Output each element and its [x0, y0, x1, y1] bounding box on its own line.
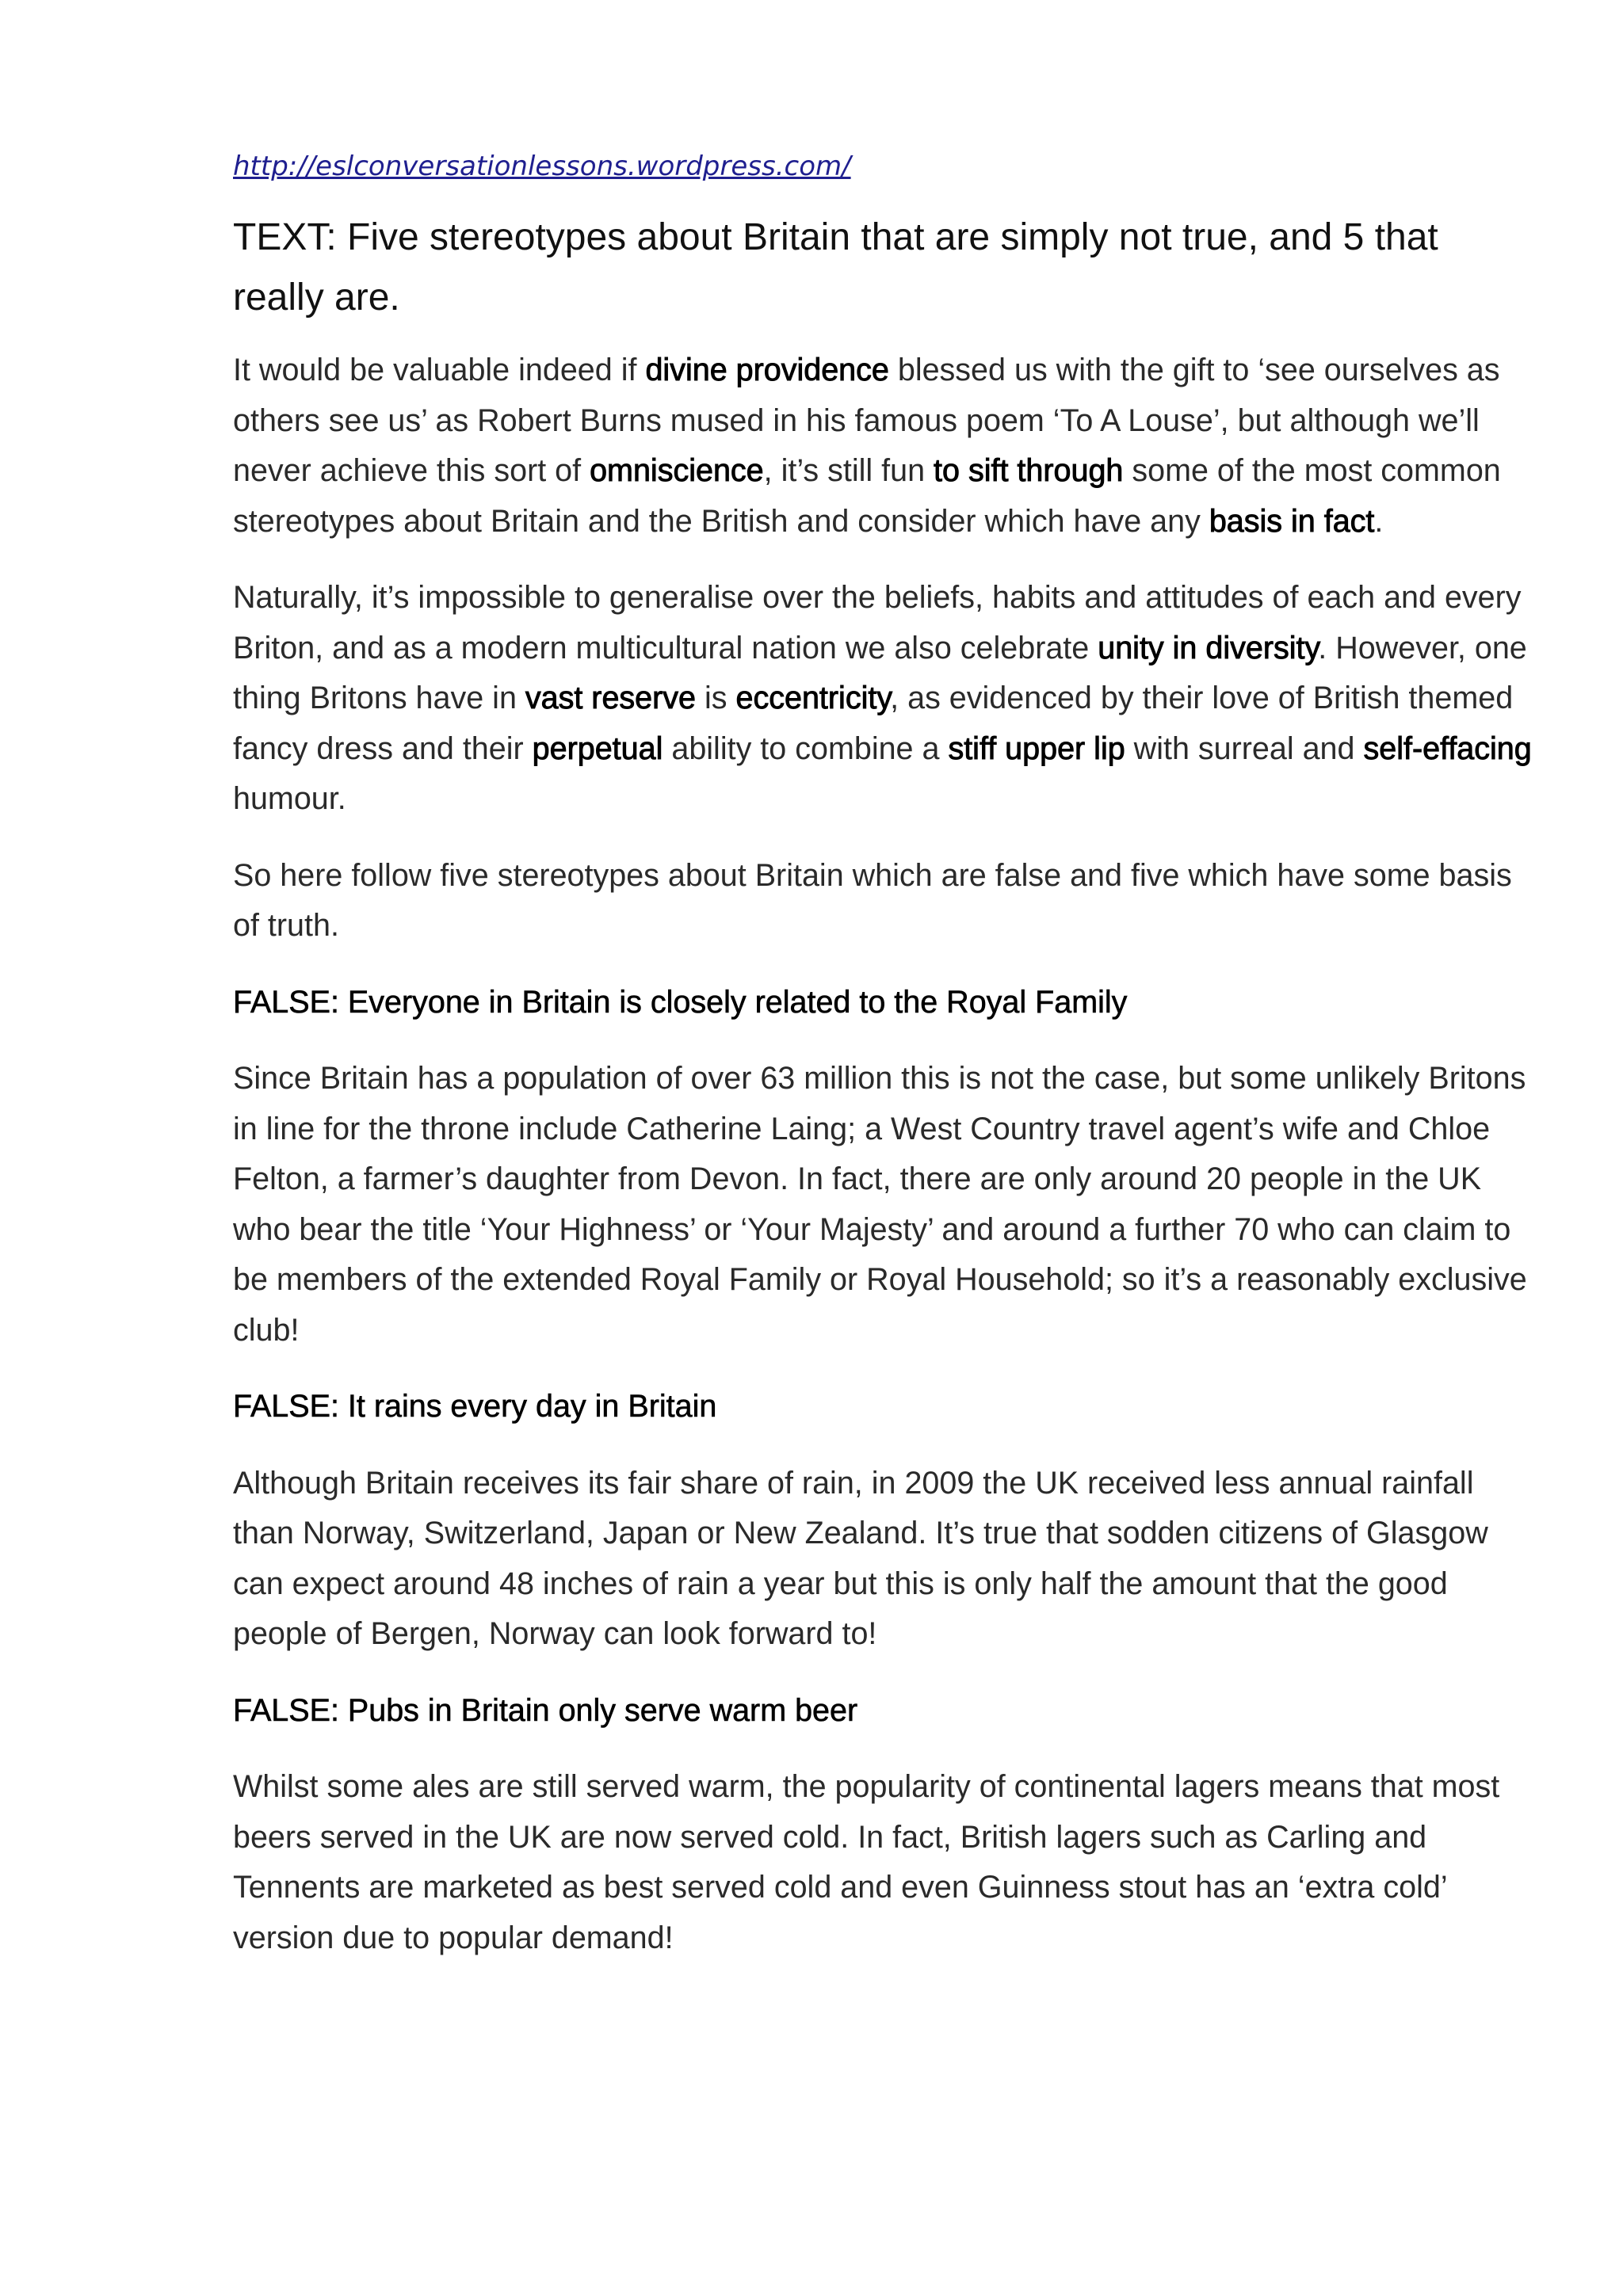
vocab-term: perpetual [532, 730, 663, 766]
text-run: Naturally, it’s impossible to generalise over the beliefs, habits and attitudes of each and every Briton, and as a modern multicultural nation we also celebrate [233, 580, 1522, 666]
vocab-term: omniscience [590, 453, 764, 488]
text-run: is [696, 681, 736, 715]
section-text-rain: Although Britain receives its fair share of rain, in 2009 the UK received less annual rainfall than Norway, Switzerland, Japan or New Zealand. It’s true that sodden citizens of Glasgow can expect around 48 inches of rain a year but this is only half the amount that the good people of Bergen, Norway can look forward to! [233, 1465, 1488, 1651]
vocab-term: to sift through [934, 453, 1124, 488]
section-text-warm-beer: Whilst some ales are still served warm, the popularity of continental lagers means that most beers served in the UK are now served cold. In fact, British lagers such as Carling and Tennents are marketed as best served cold and even Guinness stout has an ‘extra cold’ version due to popular demand! [233, 1769, 1500, 1955]
vocab-term: stiff upper lip [948, 730, 1125, 766]
section-heading-royal-family: FALSE: Everyone in Britain is closely related to the Royal Family [233, 984, 1128, 1020]
text-run: . [1374, 503, 1384, 539]
document-page [233, 151, 1533, 1989]
text-run: It would be valuable indeed if [233, 353, 646, 387]
text-run: blessed us with the gift to ‘see ourselves as others see us’ as Robert Burns mused in his famous poem ‘To A Louse’, but although we’ll never achieve this sort of [233, 353, 1500, 488]
text-run: , as evidenced by their love of British themed fancy dress and their [233, 681, 1514, 766]
text-run: some of the most common stereotypes about Britain and the British and consider which have any [233, 453, 1501, 539]
section-text-royal-family: Since Britain has a population of over 63 million this is not the case, but some unlikely Britons in line for the throne include Catherine Laing; a West Country travel agent’s wife and Chloe Felton, a farmer’s daughter from Devon. In fact, there are only around 20 people in the UK who bear the title ‘Your Highness’ or ‘Your Majesty’ and around a further 70 who can claim to be members of the extended Royal Family or Royal Household; so it’s a reasonably exclusive club! [233, 1061, 1527, 1348]
section-heading-warm-beer: FALSE: Pubs in Britain only serve warm beer [233, 1692, 858, 1728]
text-run: , it’s still fun [763, 453, 934, 488]
text-run: ability to combine a [663, 730, 949, 766]
vocab-term: unity in diversity [1098, 630, 1319, 666]
text-run: humour. [233, 781, 346, 816]
document-title: TEXT: Five stereotypes about Britain that are simply not true, and 5 that really are. [233, 216, 1438, 318]
vocab-term: self-effacing [1363, 730, 1532, 766]
text-run: . However, one thing Britons have in [233, 630, 1527, 715]
section-heading-rain: FALSE: It rains every day in Britain [233, 1389, 717, 1424]
vocab-term: vast reserve [525, 681, 697, 715]
vocab-term: divine providence [645, 353, 889, 387]
intro-paragraph-2 [233, 573, 1533, 825]
source-url-link[interactable]: http://eslconversationlessons.wordpress.com/ [233, 151, 851, 182]
text-run: with surreal and [1125, 730, 1364, 766]
vocab-term: basis in fact [1209, 503, 1375, 539]
vocab-term: eccentricity [735, 681, 891, 715]
intro-paragraph-3: So here follow five stereotypes about Britain which are false and five which have some basis of truth. [233, 857, 1512, 943]
intro-paragraph-1 [233, 345, 1533, 547]
